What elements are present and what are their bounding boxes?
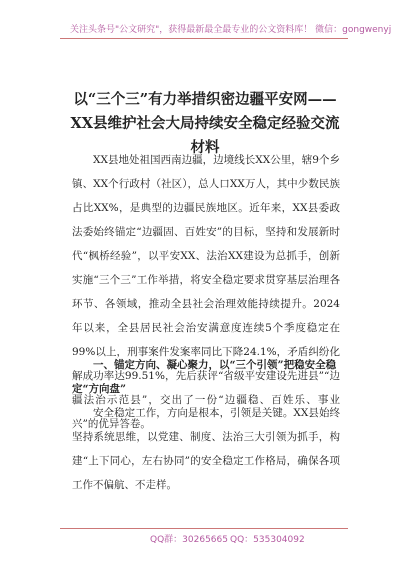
page-footer [0, 528, 408, 548]
page-header [0, 0, 408, 46]
section-1-paragraph: 安全稳定工作，方向是根本，引领是关键。XX县始终坚持系统思维，以党建、制度、法治三大引领为抓手，构建“上下同心，左右协同”的安全稳定工作格局，确保各项工作不偏航、不走样。 [72, 407, 340, 491]
document-title: 以“三个三”有力举措织密边疆平安网——XX县维护社会大局持续安全稳定经验交流材料 [70, 91, 340, 156]
header-promo-text: 关注头条号"公文研究"，获得最新最全最专业的公文资料库！ 微信：gongwenyj [70, 25, 392, 35]
section-heading-1: 一、锚定方向、凝心聚力，以“三个引领”把稳安全稳定“方向盘” [72, 359, 337, 395]
header-divider [60, 38, 348, 39]
footer-divider [60, 528, 348, 529]
footer-qq-group: QQ群：30265665 [150, 535, 228, 545]
footer-qq-contact: QQ：535304092 [230, 535, 305, 545]
intro-paragraph: XX县地处祖国西南边疆，边境线长XX公里，辖9个乡镇、XX个行政村（社区），总人口XX万人，其中少数民族占比XX%，是典型的边疆民族地区。近年来，XX县委政法委始终锚定“边疆固、百姓安”的目标，坚持和发展新时代“枫桥经验”，以平安XX、法治XX建设为总抓手，创新实施“三个三”工作举措，将安全稳定要求贯穿基层治理各环节、各领域，推动全县社会治理效能持续提升。2024年以来，全县居民社会治安满意度连续5个季度稳定在99%以上，刑事案件发案率同比下降24.1%，矛盾纠纷化解成功率达99.51%，先后获评“省级平安建设先进县”“边疆法治示范县”，交出了一份“边疆稳、百姓乐、事业兴”的优异答卷。 [72, 154, 340, 430]
